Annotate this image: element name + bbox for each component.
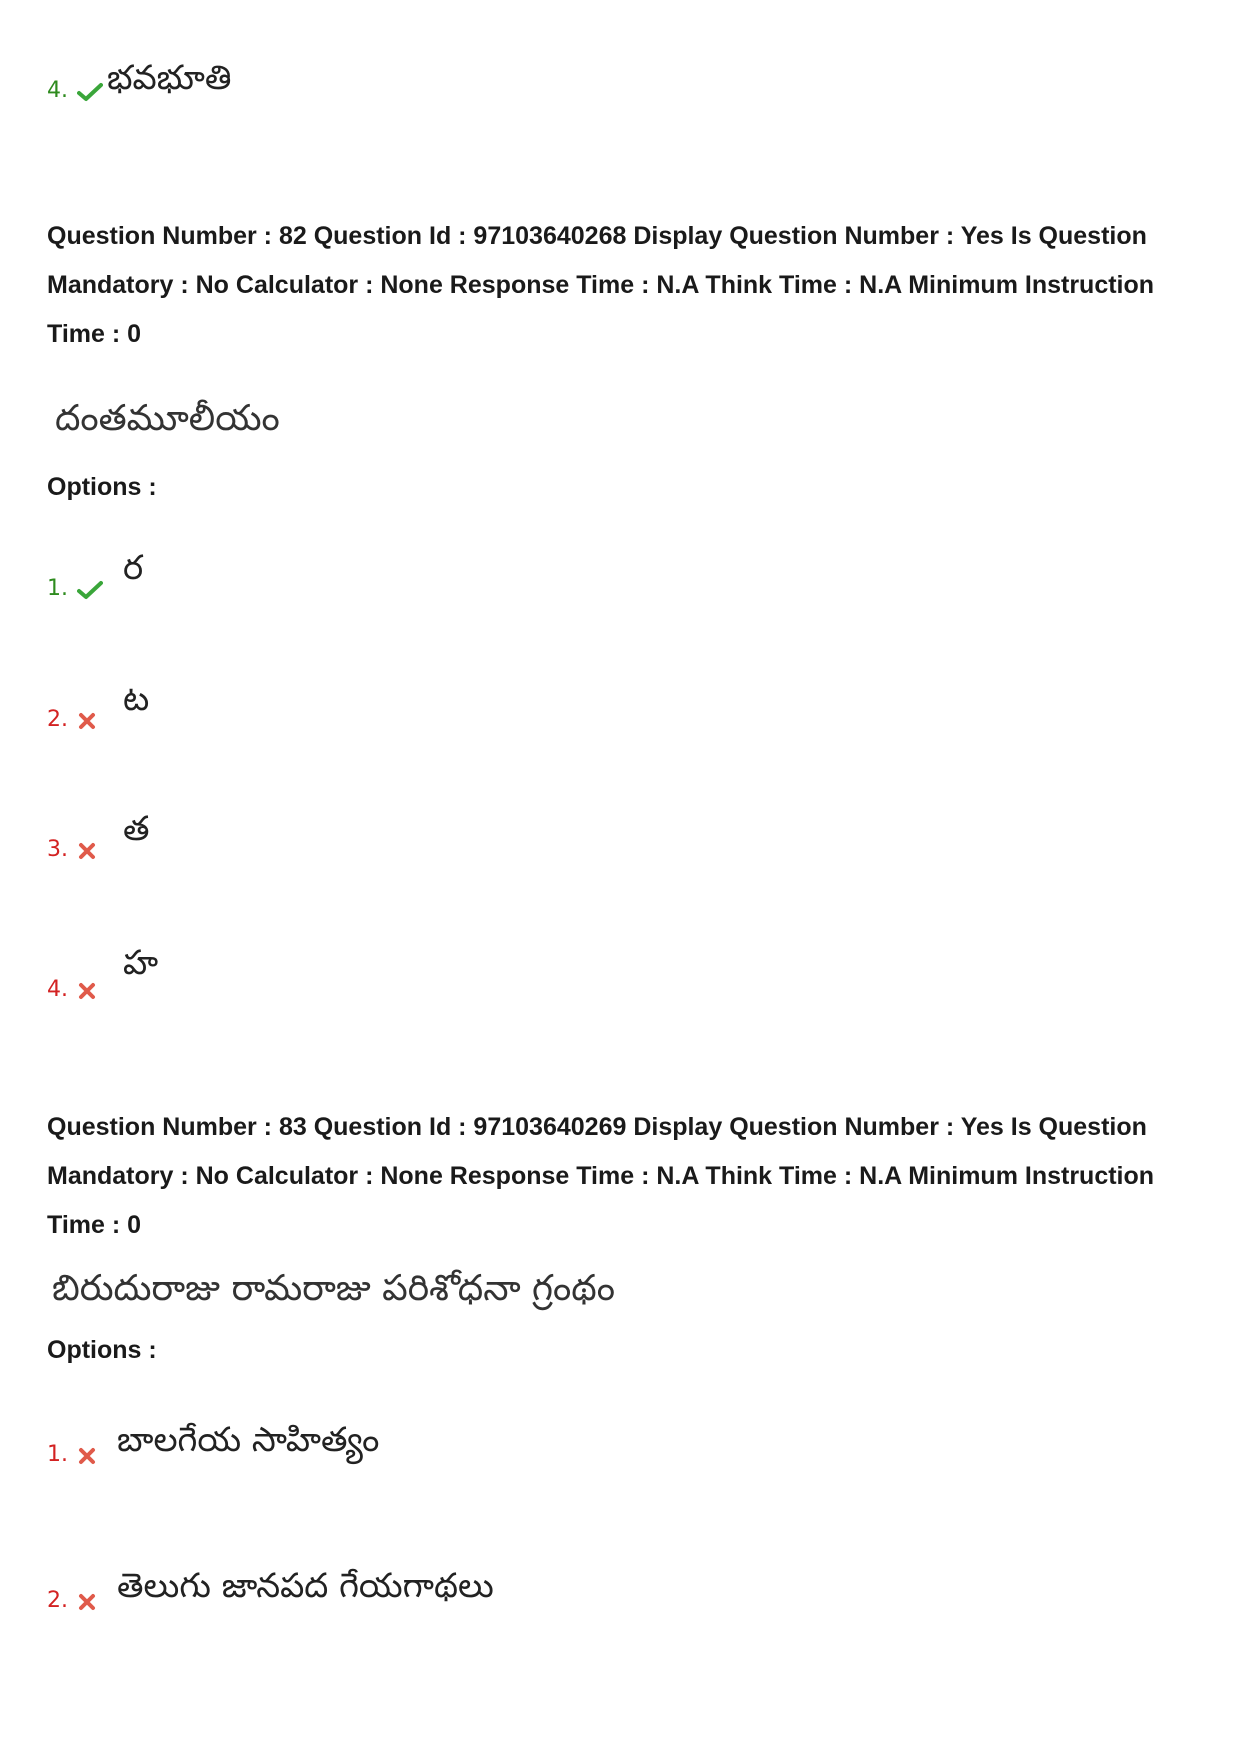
option-number: 3. (47, 837, 68, 862)
option-text: హ (123, 943, 159, 983)
question-83-options-label: Options : (47, 1336, 157, 1364)
check-icon (77, 576, 111, 602)
option-number: 4. (47, 977, 68, 1002)
check-icon (77, 78, 111, 104)
option-number: 4. (47, 78, 68, 103)
q83-option-1 (47, 1420, 380, 1468)
q82-option-1 (47, 548, 144, 602)
option-text: బాలగేయ సాహిత్యం (117, 1420, 380, 1460)
question-82-options-label: Options : (47, 473, 157, 501)
meta-line: Mandatory : No Calculator : None Response Time : N.A Think Time : N.A Minimum Instruction (47, 271, 1155, 299)
option-number: 1. (47, 1442, 68, 1467)
cross-icon (77, 1442, 111, 1468)
q82-option-4 (47, 943, 159, 1003)
cross-icon (77, 977, 111, 1003)
meta-line: Time : 0 (47, 1211, 142, 1239)
meta-line: Question Number : 83 Question Id : 97103640269 Display Question Number : Yes Is Question (47, 1113, 1147, 1141)
question-82-meta (47, 212, 1207, 359)
option-text: త (123, 809, 150, 849)
option-text: ర (123, 548, 144, 588)
option-number: 2. (47, 1588, 68, 1613)
option-text: భవభూతి (107, 58, 232, 98)
cross-icon (77, 707, 111, 733)
option-text: తెలుగు జానపద గేయగాథలు (117, 1566, 494, 1606)
meta-line: Mandatory : No Calculator : None Response Time : N.A Think Time : N.A Minimum Instruction (47, 1162, 1155, 1190)
option-text: ట (123, 679, 150, 719)
q83-option-2 (47, 1566, 494, 1614)
prev-option-4 (47, 58, 232, 104)
question-82-text: దంతమూలీయం (55, 398, 280, 439)
option-number: 2. (47, 707, 68, 732)
question-83-meta (47, 1103, 1207, 1250)
meta-line: Time : 0 (47, 320, 142, 348)
q82-option-3 (47, 809, 150, 863)
question-83-text: బిరుదురాజు రామరాజు పరిశోధనా గ్రంథం (52, 1268, 615, 1309)
option-number: 1. (47, 576, 68, 601)
cross-icon (77, 837, 111, 863)
q82-option-2 (47, 679, 150, 733)
cross-icon (77, 1588, 111, 1614)
meta-line: Question Number : 82 Question Id : 97103640268 Display Question Number : Yes Is Question (47, 222, 1147, 250)
